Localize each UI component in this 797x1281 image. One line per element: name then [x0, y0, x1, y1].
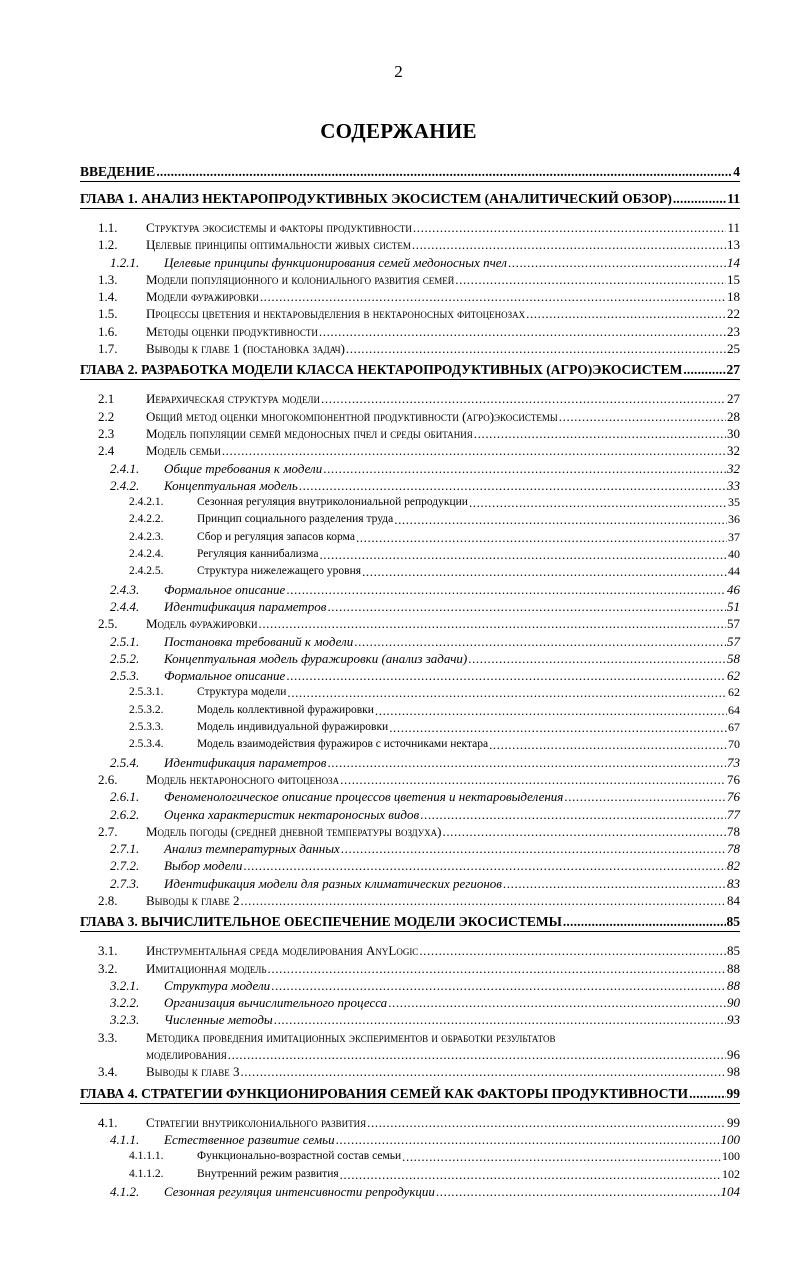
toc-entry-page: 76 — [727, 789, 740, 805]
toc-entry-title: Функционально-возрастной состав семьи — [197, 1150, 402, 1163]
toc-entry[interactable] — [80, 736, 740, 753]
toc-entry-page: 64 — [728, 702, 740, 717]
leader-dots — [240, 892, 726, 909]
toc-entry-title: Модель семьи — [146, 443, 221, 459]
toc-entry-page: 44 — [728, 564, 740, 579]
toc-entry-page: 51 — [727, 598, 740, 614]
toc-chapter-entry[interactable] — [80, 913, 740, 932]
toc-entry[interactable] — [80, 477, 740, 494]
leader-dots — [419, 942, 726, 959]
toc-entry[interactable] — [80, 581, 740, 598]
leader-dots — [474, 425, 726, 442]
toc-entry-page: 84 — [727, 892, 740, 908]
toc-entry-number: 3.1. — [98, 943, 118, 959]
leader-dots — [346, 340, 726, 357]
leader-dots — [327, 598, 726, 615]
toc-entry[interactable] — [80, 1183, 740, 1200]
toc-entry-number: 4.1.1.1. — [129, 1150, 164, 1163]
toc-entry-number: 1.2.1. — [110, 254, 140, 270]
toc-entry[interactable] — [80, 288, 740, 305]
toc-entry-number: 3.2.3. — [110, 1012, 140, 1028]
toc-entry-page: 100 — [722, 1149, 740, 1164]
leader-dots — [327, 754, 726, 771]
leader-dots — [356, 529, 727, 546]
toc-entry-number: 2.4.2. — [110, 477, 140, 493]
toc-entry-number: 2.3 — [98, 425, 115, 441]
toc-entry-number: 2.4.1. — [110, 460, 140, 476]
toc-entry-title: Структура модели — [164, 977, 271, 993]
toc-entry-title: Идентификация модели для разных климатических регионов — [164, 875, 502, 891]
toc-entry-page: 18 — [727, 289, 740, 305]
toc-entry-title: Общие требования к модели — [164, 460, 323, 476]
toc-entry-title: Численные методы — [164, 1012, 273, 1028]
toc-entry-page: 25 — [727, 341, 740, 357]
leader-dots — [240, 1063, 726, 1080]
leader-dots — [323, 460, 726, 477]
toc-entry-title: Модель погоды (средней дневной температуры воздуха) — [146, 823, 442, 839]
toc-entry-page: 46 — [727, 581, 740, 597]
toc-entry-title: Структура нижележащего уровня — [197, 565, 362, 578]
toc-entry-page: 85 — [726, 914, 740, 930]
toc-entry-title: Выводы к главе 1 (постановка задач) — [146, 341, 345, 357]
toc-entry[interactable] — [80, 1029, 740, 1046]
toc-entry[interactable] — [80, 219, 740, 236]
toc-entry-number: 2.5.2. — [110, 650, 140, 666]
leader-dots — [489, 736, 727, 753]
toc-entry-number: 1.6. — [98, 323, 118, 339]
leader-dots — [286, 667, 726, 684]
toc-entry[interactable] — [80, 684, 740, 701]
leader-dots — [375, 702, 727, 719]
toc-entry-title: Постановка требований к модели — [164, 633, 354, 649]
leader-dots — [243, 857, 726, 874]
toc-entry-number: 3.3. — [98, 1029, 118, 1045]
toc-entry-number: 3.2.2. — [110, 995, 140, 1011]
toc-entry-page: 35 — [728, 495, 740, 510]
toc-entry-page: 104 — [720, 1183, 740, 1199]
toc-entry[interactable] — [80, 1131, 740, 1148]
toc-entry-title: Модели популяционного и колониального развития семей — [146, 271, 455, 287]
toc-entry-number: 2.5.3.1. — [129, 686, 164, 699]
toc-entry-continuation[interactable] — [80, 1046, 740, 1063]
toc-entry-title: Концептуальная модель — [164, 477, 298, 493]
toc-entry[interactable] — [80, 994, 740, 1011]
leader-dots — [455, 271, 726, 288]
toc-chapter-entry[interactable] — [80, 190, 740, 209]
toc-entry[interactable] — [80, 598, 740, 615]
toc-entry[interactable] — [80, 494, 740, 511]
toc-entry-number: 1.4. — [98, 289, 118, 305]
leader-dots — [503, 875, 726, 892]
toc-entry-page: 27 — [727, 391, 740, 407]
toc-entry-title: Методы оценки продуктивности — [146, 323, 318, 339]
toc-entry-page: 85 — [727, 943, 740, 959]
toc-entry[interactable] — [80, 511, 740, 528]
toc-entry-number: 2.5.3.2. — [129, 703, 164, 716]
toc-entry-number: 2.7.3. — [110, 875, 140, 891]
toc-entry-title: Имитационная модель — [146, 960, 267, 976]
toc-entry-title: Целевые принципы оптимальности живых систем — [146, 237, 411, 253]
toc-entry-number: 2.4.2.1. — [129, 496, 164, 509]
toc-entry-title: Выбор модели — [164, 858, 243, 874]
toc-entry-number: 2.7.2. — [110, 858, 140, 874]
toc-entry[interactable] — [80, 340, 740, 357]
toc-entry-title: ГЛАВА 3. ВЫЧИСЛИТЕЛЬНОЕ ОБЕСПЕЧЕНИЕ МОДЕЛИ ЭКОСИСТЕМЫ — [80, 914, 562, 930]
toc-entry-page: 62 — [728, 685, 740, 700]
toc-entry-number: 2.5.3.3. — [129, 721, 164, 734]
toc-entry-title: Регуляция каннибализма — [197, 548, 319, 561]
leader-dots — [299, 477, 726, 494]
leader-dots — [354, 633, 726, 650]
toc-entry-number: 2.4.3. — [110, 581, 140, 597]
toc-entry[interactable] — [80, 857, 740, 874]
toc-entry-page: 62 — [727, 668, 740, 684]
toc-entry-title: Модель индивидуальной фуражировки — [197, 721, 389, 734]
toc-entry-title: ВВЕДЕНИЕ — [80, 164, 156, 179]
leader-dots — [526, 305, 726, 322]
leader-dots — [336, 1131, 720, 1148]
leader-dots — [689, 1085, 725, 1103]
toc-entry-number: 2.5. — [98, 616, 118, 632]
toc-entry[interactable] — [80, 236, 740, 253]
toc-entry-title: Выводы к главе 3 — [146, 1064, 240, 1080]
toc-entry-page: 77 — [727, 806, 740, 822]
toc-entry-page: 88 — [727, 960, 740, 976]
toc-entry-number: 2.6. — [98, 771, 118, 787]
toc-entry-number: 2.4.2.5. — [129, 565, 164, 578]
toc-entry-page: 57 — [727, 616, 740, 632]
toc-entry[interactable] — [80, 408, 740, 425]
toc-entry-page: 102 — [722, 1166, 740, 1181]
toc-entry-page: 14 — [727, 254, 740, 270]
toc-entry-page: 23 — [727, 323, 740, 339]
toc-entry-number: 1.3. — [98, 271, 118, 287]
toc-entry-number: 2.8. — [98, 892, 118, 908]
toc-entry-page: 88 — [727, 977, 740, 993]
toc-entry-title: Формальное описание — [164, 581, 286, 597]
toc-entry[interactable] — [80, 719, 740, 736]
toc-entry-number: 2.5.1. — [110, 633, 140, 649]
toc-entry-title: Организация вычислительного процесса — [164, 995, 388, 1011]
toc-entry[interactable] — [80, 1011, 740, 1028]
toc-entry-number: 2.4 — [98, 443, 115, 459]
toc-entry[interactable] — [80, 977, 740, 994]
leader-dots — [341, 840, 726, 857]
toc-entry-page: 82 — [727, 858, 740, 874]
toc-entry[interactable] — [80, 875, 740, 892]
toc-entry-title: Идентификация параметров — [164, 598, 327, 614]
toc-entry-number: 4.1.2. — [110, 1183, 140, 1199]
toc-entry-title: Целевые принципы функционирования семей медоносных пчел — [164, 254, 507, 270]
toc-entry-page: 93 — [727, 1012, 740, 1028]
toc-entry-page: 99 — [726, 1085, 740, 1101]
toc-entry-page: 73 — [727, 754, 740, 770]
toc-entry-title: Структура модели — [197, 686, 287, 699]
page-title: СОДЕРЖАНИЕ — [320, 119, 477, 143]
toc-entry[interactable] — [80, 271, 740, 288]
toc-entry-number: 2.5.3. — [110, 668, 140, 684]
toc-entry[interactable] — [80, 305, 740, 322]
leader-dots — [673, 190, 726, 208]
toc-entry-page: 4 — [733, 164, 740, 179]
leader-dots — [156, 163, 732, 181]
toc-entry-title: Сбор и регуляция запасов корма — [197, 530, 355, 543]
toc-entry-title-continued: моделирования — [146, 1047, 227, 1063]
leader-dots — [321, 390, 726, 407]
leader-dots — [508, 254, 726, 271]
toc-entry-page: 90 — [727, 995, 740, 1011]
toc-entry-title: Естественное развитие семьи — [164, 1131, 335, 1147]
toc-entry[interactable] — [80, 823, 740, 840]
toc-entry-title: Концептуальная модель фуражировки (анализ задачи) — [164, 650, 468, 666]
toc-entry[interactable] — [80, 1063, 740, 1080]
toc-entry-page: 70 — [728, 737, 740, 752]
leader-dots — [420, 806, 726, 823]
toc-entry-title: Модель коллективной фуражировки — [197, 703, 374, 716]
toc-entry-title: Модель фуражировки — [146, 616, 258, 632]
toc-entry-page: 32 — [727, 460, 740, 476]
toc-entry-title: Сезонная регуляция внутриколониальной репродукции — [197, 496, 468, 509]
toc-entry[interactable] — [80, 546, 740, 563]
toc-entry[interactable] — [80, 442, 740, 459]
toc-entry-page: 36 — [728, 512, 740, 527]
leader-dots — [413, 219, 727, 236]
toc-entry-number: 2.6.2. — [110, 806, 140, 822]
toc-chapter-entry[interactable] — [80, 1085, 740, 1104]
toc-entry-title: Модели фуражировки — [146, 289, 259, 305]
leader-dots — [287, 684, 727, 701]
toc-entry-page: 15 — [727, 271, 740, 287]
leader-dots — [389, 719, 727, 736]
toc-entry[interactable] — [80, 788, 740, 805]
toc-entry-number: 4.1.1.2. — [129, 1167, 164, 1180]
toc-entry-number: 3.2. — [98, 960, 118, 976]
toc-entry[interactable] — [80, 1166, 740, 1183]
toc-entry-number: 2.5.3.4. — [129, 738, 164, 751]
toc-entry-page: 13 — [727, 237, 740, 253]
toc-entry-page: 32 — [727, 443, 740, 459]
toc-entry-page: 78 — [727, 841, 740, 857]
leader-dots — [340, 1166, 721, 1183]
toc-entry-page: 58 — [727, 650, 740, 666]
toc-entry-page: 30 — [727, 425, 740, 441]
toc-entry[interactable] — [80, 460, 740, 477]
toc-entry-title: Иерархическая структура модели — [146, 391, 321, 407]
leader-dots — [388, 994, 726, 1011]
toc-entry-page: 98 — [727, 1064, 740, 1080]
toc-entry-title: ГЛАВА 4. СТРАТЕГИИ ФУНКЦИОНИРОВАНИЯ СЕМЕЙ КАК ФАКТОРЫ ПРОДУКТИВНОСТИ — [80, 1085, 689, 1101]
toc-entry-page: 57 — [727, 633, 740, 649]
toc-entry-page: 83 — [727, 875, 740, 891]
leader-dots — [563, 913, 726, 931]
toc-entry-title: Инструментальная среда моделирования AnyLogic — [146, 943, 419, 959]
toc-entry[interactable] — [80, 615, 740, 632]
toc-entry-title: Процессы цветения и нектаровыделения в нектароносных фитоценозах — [146, 306, 526, 322]
table-of-contents — [80, 163, 740, 1200]
toc-entry-number: 2.6.1. — [110, 789, 140, 805]
toc-entry-title: Феноменологическое описание процессов цветения и нектаровыделения — [164, 789, 564, 805]
leader-dots — [402, 1148, 721, 1165]
toc-entry[interactable] — [80, 806, 740, 823]
toc-entry[interactable] — [80, 323, 740, 340]
leader-dots — [271, 977, 726, 994]
toc-entry-title: Сезонная регуляция интенсивности репродукции — [164, 1183, 435, 1199]
toc-entry-page: 37 — [728, 529, 740, 544]
toc-entry-number: 3.4. — [98, 1064, 118, 1080]
toc-entry[interactable] — [80, 1148, 740, 1165]
leader-dots — [260, 288, 726, 305]
toc-entry-number: 2.2 — [98, 408, 115, 424]
toc-entry[interactable] — [80, 667, 740, 684]
toc-entry-title: Принцип социального разделения труда — [197, 513, 394, 526]
leader-dots — [319, 323, 726, 340]
toc-entry-page: 28 — [727, 408, 740, 424]
leader-dots — [469, 494, 727, 511]
toc-entry-page: 11 — [727, 191, 740, 206]
toc-entry-page: 96 — [727, 1047, 740, 1063]
toc-entry-page: 22 — [727, 306, 740, 322]
toc-chapter-entry[interactable] — [80, 163, 740, 182]
leader-dots — [367, 1114, 726, 1131]
toc-entry-title: Модель популяции семей медоносных пчел и среды обитания — [146, 425, 473, 441]
leader-dots — [286, 581, 726, 598]
toc-entry-number: 4.1. — [98, 1114, 118, 1130]
toc-entry-page: 11 — [727, 220, 740, 235]
toc-entry-title: Выводы к главе 2 — [146, 892, 240, 908]
leader-dots — [436, 1183, 720, 1200]
toc-entry-title: ГЛАВА 1. АНАЛИЗ НЕКТАРОПРОДУКТИВНЫХ ЭКОСИСТЕМ (АНАЛИТИЧЕСКИЙ ОБЗОР) — [80, 191, 672, 206]
leader-dots — [442, 823, 726, 840]
toc-entry-page: 33 — [727, 477, 740, 493]
leader-dots — [258, 615, 726, 632]
toc-entry-number: 3.2.1. — [110, 977, 140, 993]
leader-dots — [412, 236, 726, 253]
toc-entry-page: 40 — [728, 547, 740, 562]
toc-entry-title: Модель нектароносного фитоценоза — [146, 771, 340, 787]
leader-dots — [559, 408, 726, 425]
leader-dots — [228, 1046, 726, 1063]
toc-entry[interactable] — [80, 702, 740, 719]
toc-entry-number: 4.1.1. — [110, 1131, 140, 1147]
toc-entry[interactable] — [80, 754, 740, 771]
leader-dots — [362, 563, 727, 580]
toc-entry-number: 2.4.4. — [110, 598, 140, 614]
leader-dots — [268, 960, 726, 977]
leader-dots — [683, 361, 725, 379]
toc-entry-title: Структура экосистемы и факторы продуктивности — [146, 220, 412, 235]
toc-entry-page: 78 — [727, 823, 740, 839]
toc-entry-number: 2.1 — [98, 391, 115, 407]
leader-dots — [394, 511, 727, 528]
leader-dots — [222, 442, 726, 459]
toc-entry-title: Модель взаимодействия фуражиров с источниками нектара — [197, 738, 489, 751]
toc-entry-title: Идентификация параметров — [164, 754, 327, 770]
toc-entry-title: Оценка характеристик нектароносных видов — [164, 806, 420, 822]
toc-entry-number: 2.4.2.4. — [129, 548, 164, 561]
toc-entry-title: Внутренний режим развития — [197, 1167, 339, 1180]
leader-dots — [274, 1011, 726, 1028]
toc-entry-number: 2.4.2.3. — [129, 530, 164, 543]
leader-dots — [564, 788, 726, 805]
toc-entry-page: 99 — [727, 1114, 740, 1130]
toc-entry-number: 1.1. — [98, 220, 118, 235]
toc-entry[interactable] — [80, 650, 740, 667]
toc-entry[interactable] — [80, 390, 740, 407]
leader-dots — [319, 546, 727, 563]
leader-dots — [468, 650, 726, 667]
toc-entry[interactable] — [80, 840, 740, 857]
toc-entry-page: 27 — [726, 362, 740, 378]
toc-entry-title: ГЛАВА 2. РАЗРАБОТКА МОДЕЛИ КЛАССА НЕКТАРОПРОДУКТИВНЫХ (АГРО)ЭКОСИСТЕМ — [80, 362, 683, 378]
toc-entry-number: 1.5. — [98, 306, 118, 322]
toc-entry[interactable] — [80, 425, 740, 442]
toc-entry-title: Методика проведения имитационных экспериментов и обработки результатов — [146, 1029, 556, 1045]
toc-entry[interactable] — [80, 942, 740, 959]
toc-entry-page: 67 — [728, 720, 740, 735]
toc-entry[interactable] — [80, 771, 740, 788]
toc-chapter-entry[interactable] — [80, 361, 740, 380]
page-number: 2 — [394, 62, 403, 81]
toc-entry-number: 1.7. — [98, 341, 118, 357]
toc-entry[interactable] — [80, 892, 740, 909]
toc-entry-title: Анализ температурных данных — [164, 841, 340, 857]
toc-entry[interactable] — [80, 1114, 740, 1131]
leader-dots — [340, 771, 726, 788]
toc-entry[interactable] — [80, 960, 740, 977]
toc-entry[interactable] — [80, 254, 740, 271]
toc-entry-page: 76 — [727, 771, 740, 787]
toc-entry-number: 2.4.2.2. — [129, 513, 164, 526]
toc-entry-number: 2.7.1. — [110, 841, 140, 857]
toc-entry-number: 1.2. — [98, 237, 118, 253]
toc-entry-title: Стратегии внутриколониального развития — [146, 1114, 367, 1130]
toc-entry[interactable] — [80, 529, 740, 546]
toc-entry[interactable] — [80, 563, 740, 580]
toc-entry[interactable] — [80, 633, 740, 650]
toc-entry-title: Формальное описание — [164, 668, 286, 684]
toc-entry-number: 2.7. — [98, 823, 118, 839]
toc-entry-title: Общий метод оценки многокомпонентной продуктивности (агро)экосистемы — [146, 408, 558, 424]
toc-entry-number: 2.5.4. — [110, 754, 140, 770]
toc-entry-page: 100 — [720, 1131, 740, 1147]
